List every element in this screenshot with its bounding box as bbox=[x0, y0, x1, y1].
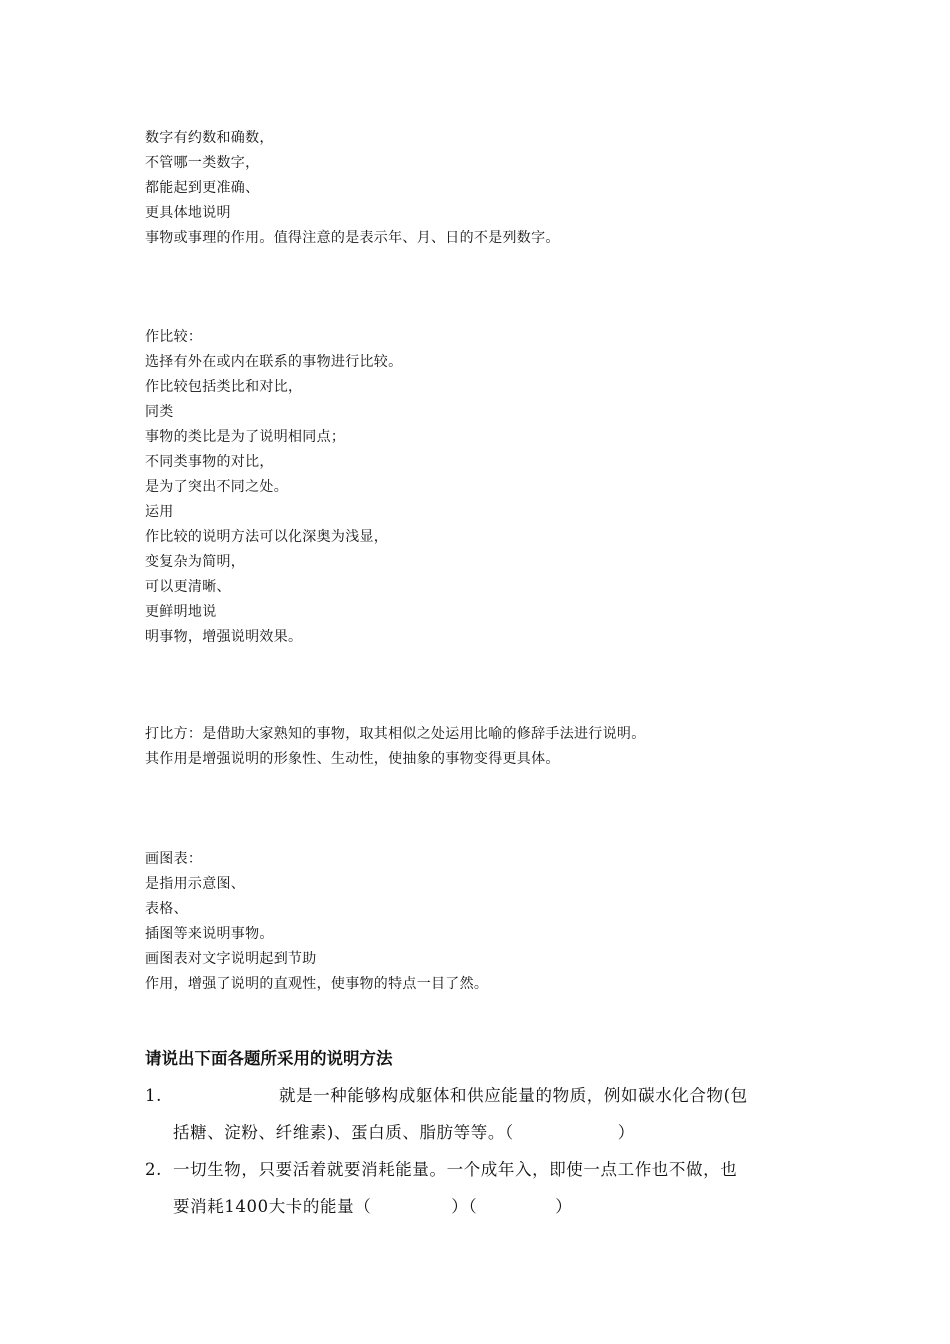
text-line: 都能起到更准确、 bbox=[145, 180, 260, 196]
text-line: 作用，增强了说明的直观性，使事物的特点一目了然。 bbox=[145, 976, 489, 992]
text-line: 作比较包括类比和对比， bbox=[145, 379, 303, 395]
text-line: 不同类事物的对比， bbox=[145, 454, 274, 470]
charts-section bbox=[145, 847, 488, 997]
text-line: 同类 bbox=[145, 404, 174, 420]
text-line: 是为了突出不同之处。 bbox=[145, 479, 288, 495]
section-title: 作比较： bbox=[145, 329, 203, 345]
text-line: 更鲜明地说 bbox=[145, 604, 217, 620]
text-line: 更具体地说明 bbox=[145, 205, 231, 221]
text-line: 其作用是增强说明的形象性、生动性，使抽象的事物变得更具体。 bbox=[145, 751, 560, 767]
paren-close: ） bbox=[555, 1197, 573, 1216]
text-line: 数字有约数和确数， bbox=[145, 130, 274, 146]
text-line: 运用 bbox=[145, 504, 174, 520]
text-line: 选择有外在或内在联系的事物进行比较。 bbox=[145, 354, 403, 370]
text-line: 不管哪一类数字， bbox=[145, 155, 260, 171]
text-line: 可以更清晰、 bbox=[145, 579, 231, 595]
question-text: 要消耗1400大卡的能量（ bbox=[173, 1197, 372, 1216]
analogy-section bbox=[145, 722, 646, 772]
question-text: 一切生物，只要活着就要消耗能量。一个成年入，即使一点工作也不做，也 bbox=[173, 1160, 738, 1179]
paren-separator: ）（ bbox=[451, 1197, 478, 1216]
exercise-heading: 请说出下面各题所采用的说明方法 bbox=[145, 1049, 393, 1068]
text-line: 事物或事理的作用。值得注意的是表示年、月、日的不是列数字。 bbox=[145, 230, 560, 246]
question-1 bbox=[145, 1077, 810, 1151]
text-line: 插图等来说明事物。 bbox=[145, 926, 274, 942]
text-line: 是指用示意图、 bbox=[145, 876, 246, 892]
text-line: 变复杂为简明， bbox=[145, 554, 246, 570]
text-line: 打比方：是借助大家熟知的事物，取其相似之处运用比喻的修辞手法进行说明。 bbox=[145, 726, 646, 742]
text-line: 作比较的说明方法可以化深奥为浅显， bbox=[145, 529, 389, 545]
question-number: 2. bbox=[145, 1160, 162, 1179]
text-line: 表格、 bbox=[145, 901, 188, 917]
comparison-section bbox=[145, 325, 402, 650]
text-line: 明事物，增强说明效果。 bbox=[145, 629, 303, 645]
question-number: 1. bbox=[145, 1086, 162, 1105]
question-text: 括糖、淀粉、纤维素)、蛋白质、脂肪等等。（ bbox=[173, 1123, 514, 1142]
question-text: 就是一种能够构成躯体和供应能量的物质，例如碳水化合物(包 bbox=[279, 1086, 748, 1105]
numbers-section bbox=[145, 126, 560, 251]
question-2 bbox=[145, 1151, 810, 1225]
text-line: 事物的类比是为了说明相同点； bbox=[145, 429, 346, 445]
paren-close: ） bbox=[617, 1123, 635, 1142]
section-title: 画图表： bbox=[145, 851, 203, 867]
text-line: 画图表对文字说明起到节助 bbox=[145, 951, 317, 967]
